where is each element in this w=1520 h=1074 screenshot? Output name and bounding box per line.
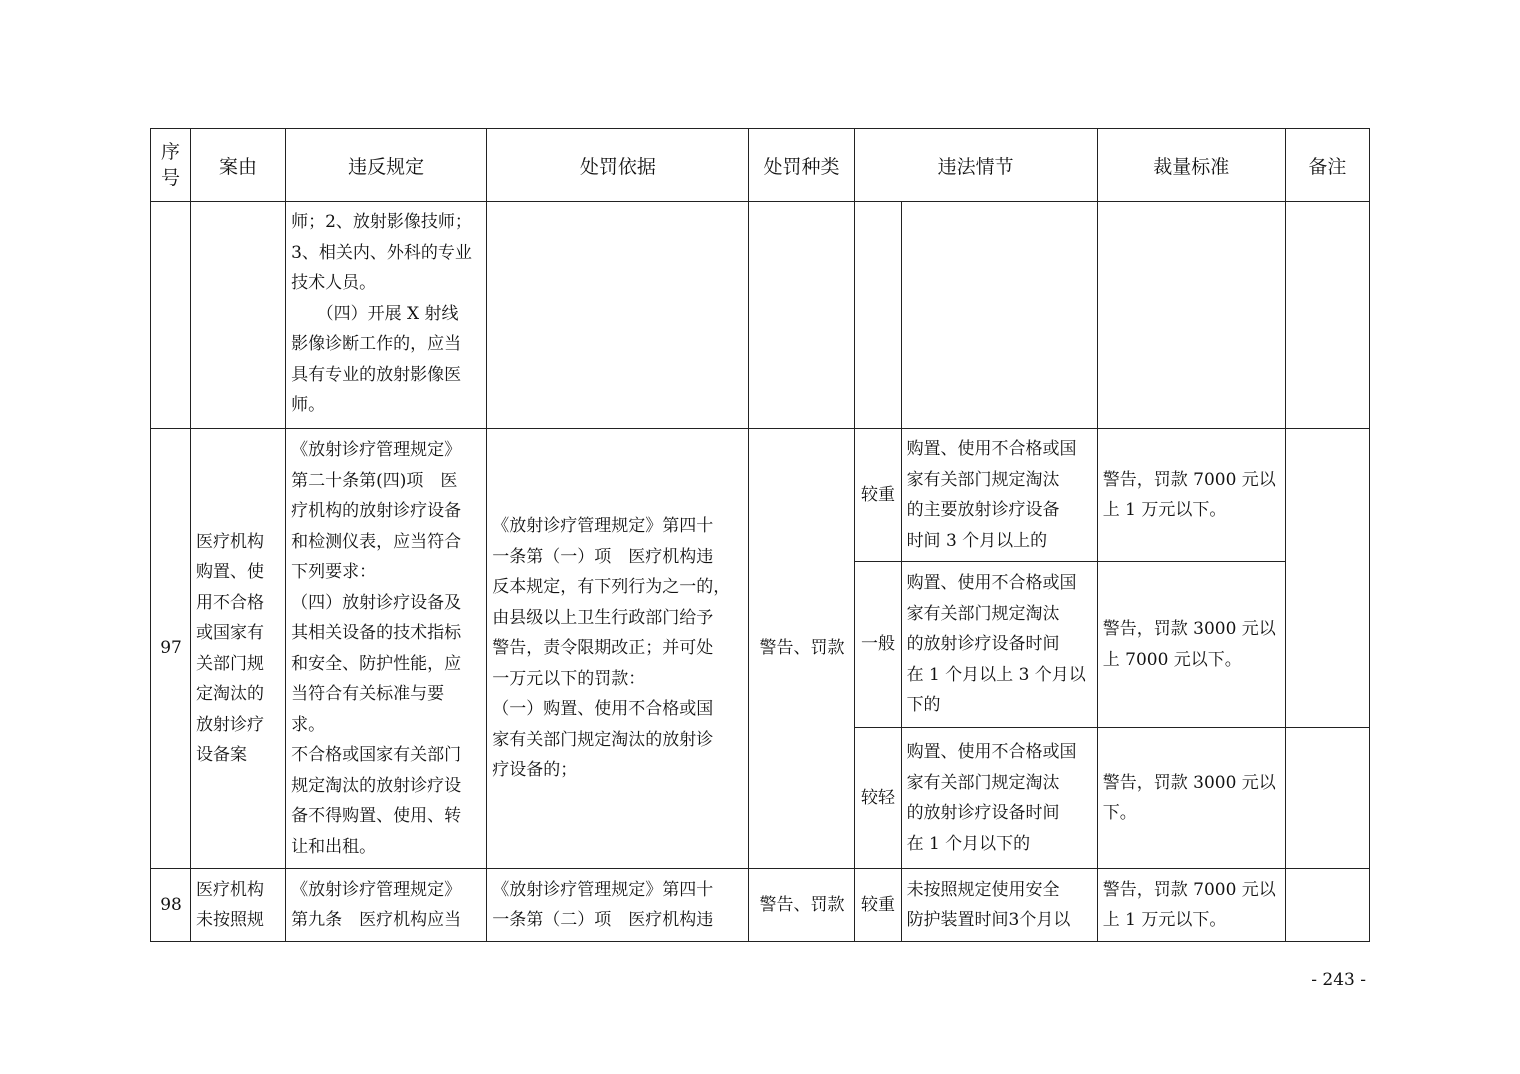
row98-detail: 未按照规定使用安全 防护装置时间3个月以: [901, 869, 1097, 942]
header-basis: 处罚依据: [487, 129, 749, 202]
cont-detail-cell: [901, 202, 1097, 429]
row97-standard-2: 警告，罚款 3000 元以 上 7000 元以下。: [1097, 562, 1285, 728]
row97-basis: 《放射诊疗管理规定》第四十 一条第（一）项 医疗机构违 反本规定，有下列行为之一的， 由县级以上卫生行政部门给予 警告，责令限期改正；并可处 一万元以下的罚款： （一）购置、使用不合格或国 家有关部门规定淘汰的放射诊 疗设备的；: [487, 429, 749, 869]
row97-level-3: 较轻: [854, 728, 901, 869]
row97-case: 医疗机构 购置、使 用不合格 或国家有 关部门规 定淘汰的 放射诊疗 设备案: [191, 429, 286, 869]
header-type: 处罚种类: [749, 129, 854, 202]
header-remark: 备注: [1285, 129, 1369, 202]
cont-case-cell: [191, 202, 286, 429]
row97-standard-3: 警告，罚款 3000 元以 下。: [1097, 728, 1285, 869]
row98-type: 警告、罚款: [749, 869, 854, 942]
header-row: [151, 129, 1370, 202]
row98-seq: 98: [151, 869, 191, 942]
header-violation: 违反规定: [286, 129, 487, 202]
cont-remark-cell: [1285, 202, 1369, 429]
row98-violation: 《放射诊疗管理规定》 第九条 医疗机构应当: [286, 869, 487, 942]
penalty-table: [150, 128, 1370, 942]
row97-detail-2: 购置、使用不合格或国 家有关部门规定淘汰 的放射诊疗设备时间 在 1 个月以上 3 个月以 下的: [901, 562, 1097, 728]
row98-case: 医疗机构 未按照规: [191, 869, 286, 942]
row98-level: 较重: [854, 869, 901, 942]
row98-basis: 《放射诊疗管理规定》第四十 一条第（二）项 医疗机构违: [487, 869, 749, 942]
row-97-severe: [151, 429, 1370, 562]
row97-remark-top: [1285, 429, 1369, 728]
header-standard: 裁量标准: [1097, 129, 1285, 202]
continued-row: [151, 202, 1370, 429]
row97-remark-bottom: [1285, 728, 1369, 869]
row97-level-1: 较重: [854, 429, 901, 562]
page-number: - 243 -: [1311, 970, 1366, 990]
row97-violation: 《放射诊疗管理规定》 第二十条第(四)项 医 疗机构的放射诊疗设备 和检测仪表，应当符合 下列要求： （四）放射诊疗设备及 其相关设备的技术指标 和安全、防护性能，应 当符合有关标准与要 求。 不合格或国家有关部门 规定淘汰的放射诊疗设 备不得购置、使用、转 让和出租。: [286, 429, 487, 869]
row97-standard-1: 警告，罚款 7000 元以 上 1 万元以下。: [1097, 429, 1285, 562]
cont-standard-cell: [1097, 202, 1285, 429]
header-seq: 序 号: [151, 129, 191, 202]
cont-violation-text: 师；2、放射影像技师； 3、相关内、外科的专业 技术人员。 （四）开展 X 射线 影像诊断工作的，应当 具有专业的放射影像医 师。: [286, 202, 487, 429]
row97-type: 警告、罚款: [749, 429, 854, 869]
row97-level-2: 一般: [854, 562, 901, 728]
cont-seq-cell: [151, 202, 191, 429]
row-98: [151, 869, 1370, 942]
row97-detail-1: 购置、使用不合格或国 家有关部门规定淘汰 的主要放射诊疗设备 时间 3 个月以上的: [901, 429, 1097, 562]
row97-seq: 97: [151, 429, 191, 869]
row98-standard: 警告，罚款 7000 元以 上 1 万元以下。: [1097, 869, 1285, 942]
cont-level-cell: [854, 202, 901, 429]
cont-basis-cell: [487, 202, 749, 429]
row98-remark: [1285, 869, 1369, 942]
header-case: 案由: [191, 129, 286, 202]
cont-type-cell: [749, 202, 854, 429]
header-circumstance: 违法情节: [854, 129, 1097, 202]
row97-detail-3: 购置、使用不合格或国 家有关部门规定淘汰 的放射诊疗设备时间 在 1 个月以下的: [901, 728, 1097, 869]
